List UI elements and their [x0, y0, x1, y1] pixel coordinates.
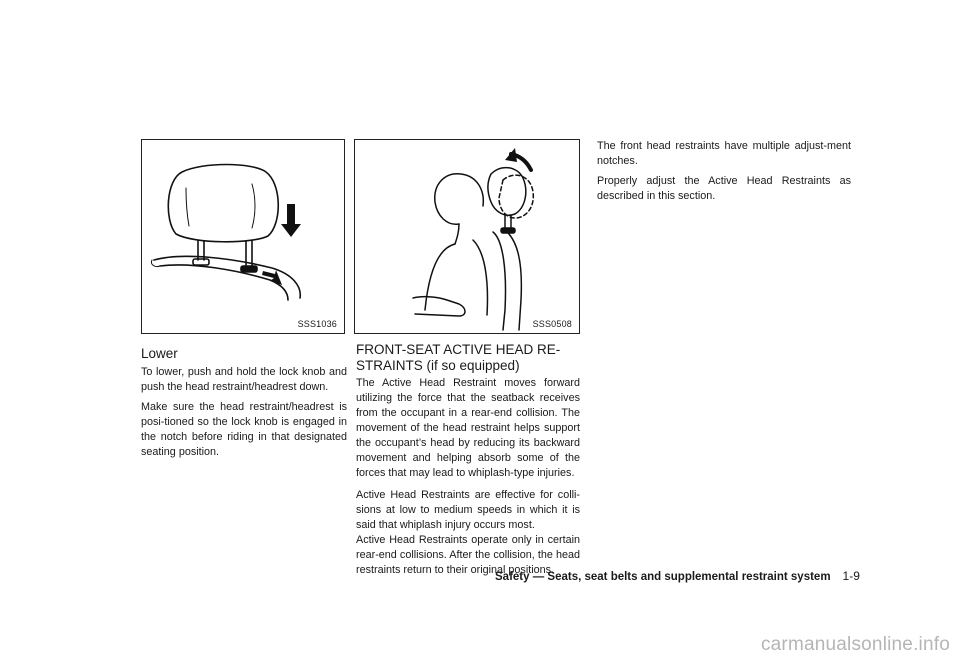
- down-arrow-icon: [281, 204, 301, 237]
- lower-paragraph-2: Make sure the head restraint/headrest is posi-tioned so the lock knob is engaged in the notch before riding in that designated seating position.: [141, 401, 347, 458]
- active-paragraph-1: The Active Head Restraint moves forward utilizing the force that the seatback receives from the occupant in a rear-end collision. The movement of the head restraint helps support the occupant’s head by reducing its backward movement and helping absorb some of the forces that may lead to whiplash-type injuries.: [356, 377, 580, 479]
- push-arrow-icon: [262, 270, 282, 285]
- active-paragraph-2: Active Head Restraints are effective for colli-sions at low to medium speeds in which it is said that whiplash injury occurs most.: [356, 489, 580, 531]
- figure-active-head-restraint: [354, 139, 580, 334]
- section-heading-lower: Lower: [141, 346, 178, 361]
- figure-code: SSS0508: [532, 319, 572, 329]
- page-number: 1-9: [842, 569, 860, 583]
- section-heading-active-line-1: FRONT-SEAT ACTIVE HEAD RE-: [356, 342, 561, 357]
- headrest-lower-illustration: [142, 140, 344, 333]
- chapter-title: Safety — Seats, seat belts and supplemental restraint system: [495, 571, 831, 583]
- right-paragraph-1: The front head restraints have multiple adjust-ment notches.: [597, 140, 851, 167]
- active-paragraph-3: Active Head Restraints operate only in certain rear-end collisions. After the collision, the head restraints return to their original positions.: [356, 534, 580, 576]
- watermark: carmanualsonline.info: [760, 634, 950, 655]
- right-paragraph-2: Properly adjust the Active Head Restraints as described in this section.: [597, 175, 851, 202]
- figure-headrest-lower: [141, 139, 345, 334]
- lower-paragraph-1: To lower, push and hold the lock knob and push the head restraint/headrest down.: [141, 366, 347, 393]
- figure-code: SSS1036: [297, 319, 337, 329]
- active-head-restraint-illustration: [355, 140, 579, 333]
- section-heading-active-line-2: STRAINTS (if so equipped): [356, 358, 520, 373]
- page-footer: [495, 569, 860, 583]
